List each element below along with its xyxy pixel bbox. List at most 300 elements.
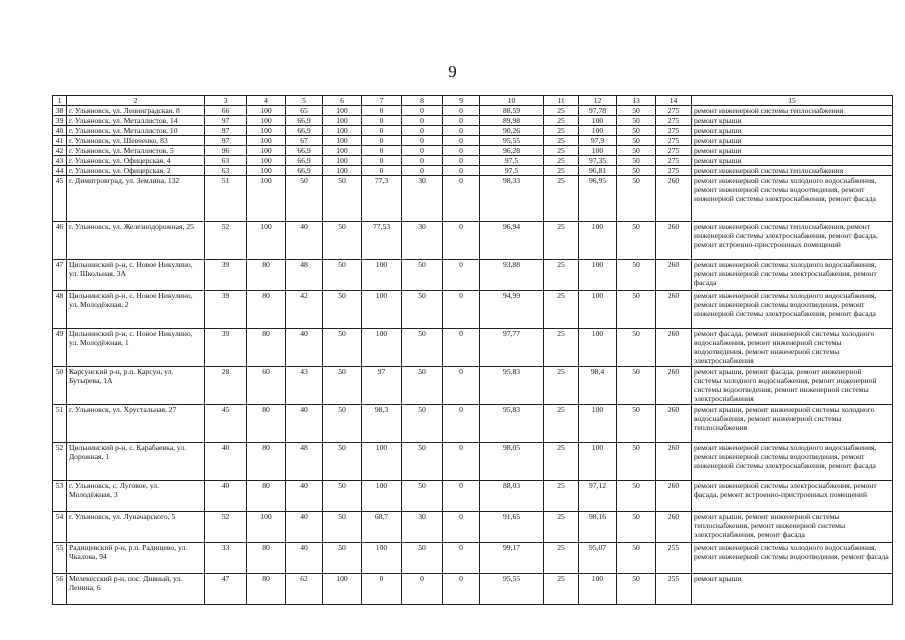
table-cell: 25	[544, 443, 579, 481]
table-cell: г. Ульяновск, с. Луговое, ул. Молодёжная, 3	[67, 481, 205, 512]
table-cell: ремонт инженерной системы холодного водоснабжения, ремонт инженерной системы водоотведения, ремонт фасада	[692, 543, 893, 574]
table-cell: 100	[247, 116, 286, 126]
table-cell: 80	[247, 543, 286, 574]
table-cell: 90,26	[480, 126, 544, 136]
table-cell: 0	[443, 574, 480, 605]
table-cell: 100	[579, 146, 617, 156]
table-cell: Радищевский р-н, р.п. Радищево, ул. Чкалова, 94	[67, 543, 205, 574]
table-cell: ремонт инженерной системы холодного водоснабжения, ремонт инженерной системы электроснабжения, ремонт фасада	[692, 260, 893, 291]
table-cell: 100	[362, 543, 402, 574]
table-cell: 40	[53, 126, 67, 136]
table-cell: 275	[656, 156, 692, 166]
table-cell: 50	[53, 367, 67, 405]
table-cell: 50	[323, 222, 362, 260]
column-header: 13	[617, 96, 656, 106]
table-cell: 50	[402, 405, 443, 443]
column-header: 14	[656, 96, 692, 106]
table-cell: 48	[286, 260, 323, 291]
column-header: 8	[402, 96, 443, 106]
table-cell: 25	[544, 543, 579, 574]
table-cell: 52	[205, 222, 247, 260]
table-row	[53, 443, 893, 481]
table-row	[53, 543, 893, 574]
table-cell: 50	[617, 106, 656, 116]
table-cell: 0	[402, 136, 443, 146]
table-cell: 96,95	[579, 176, 617, 222]
table-cell: 66	[205, 106, 247, 116]
table-cell: 53	[53, 481, 67, 512]
table-cell: г. Ульяновск, ул. Железнодорожная, 25	[67, 222, 205, 260]
table-cell: 50	[323, 443, 362, 481]
table-cell: 48	[286, 443, 323, 481]
table-cell: 45	[53, 176, 67, 222]
table-cell: 100	[579, 116, 617, 126]
table-cell: 50	[617, 126, 656, 136]
table-cell: г. Ульяновск, ул. Металлистов, 10	[67, 126, 205, 136]
table-cell: ремонт инженерной системы холодного водоснабжения, ремонт инженерной системы водоотведения, ремонт инженерной системы электроснабжения, ремонт фасада	[692, 176, 893, 222]
table-cell: 63	[205, 166, 247, 176]
table-cell: 0	[402, 116, 443, 126]
table-cell: 47	[53, 260, 67, 291]
table-cell: 50	[323, 291, 362, 329]
table-cell: 255	[656, 574, 692, 605]
table-cell: 50	[323, 260, 362, 291]
table-cell: 0	[443, 291, 480, 329]
table-cell: 39	[53, 116, 67, 126]
table-cell: 0	[443, 136, 480, 146]
table-cell: 100	[323, 106, 362, 116]
table-cell: 25	[544, 156, 579, 166]
table-cell: 275	[656, 106, 692, 116]
table-cell: 100	[362, 260, 402, 291]
table-cell: 56	[53, 574, 67, 605]
table-row	[53, 574, 893, 605]
table-cell: Карсунский р-н, р.п. Карсун, ул. Бутырева, 1А	[67, 367, 205, 405]
table-cell: 55	[53, 543, 67, 574]
table-cell: 50	[402, 543, 443, 574]
table-row	[53, 166, 893, 176]
table-row	[53, 176, 893, 222]
table-cell: 25	[544, 176, 579, 222]
table-cell: 60	[247, 367, 286, 405]
table-row	[53, 481, 893, 512]
column-header: 9	[443, 96, 480, 106]
table-cell: 30	[402, 176, 443, 222]
table-cell: ремонт инженерной системы холодного водоснабжения, ремонт инженерной системы водоотведения, ремонт инженерной системы электроснабжения, ремонт фасада	[692, 443, 893, 481]
table-cell: 100	[362, 329, 402, 367]
table-cell: 25	[544, 136, 579, 146]
table-cell: 39	[205, 329, 247, 367]
table-cell: 42	[286, 291, 323, 329]
table-cell: 25	[544, 260, 579, 291]
table-cell: ремонт крыши, ремонт инженерной системы теплоснабжения, ремонт инженерной системы электроснабжения, ремонт фасада	[692, 512, 893, 543]
table-cell: 0	[443, 156, 480, 166]
table-cell: 77,3	[362, 176, 402, 222]
table-cell: 50	[402, 367, 443, 405]
table-cell: 50	[617, 329, 656, 367]
table-cell: 95,07	[579, 543, 617, 574]
table-cell: 275	[656, 126, 692, 136]
table-cell: ремонт фасада, ремонт инженерной системы холодного водоснабжения, ремонт инженерной системы водоотведения, ремонт инженерной системы электроснабжения	[692, 329, 893, 367]
table-cell: 100	[247, 106, 286, 116]
table-cell: 40	[286, 329, 323, 367]
table-cell: 255	[656, 543, 692, 574]
table-cell: 0	[402, 146, 443, 156]
table-cell: 97	[362, 367, 402, 405]
table-cell: 100	[247, 146, 286, 156]
table-cell: 0	[443, 260, 480, 291]
table-cell: 39	[205, 291, 247, 329]
table-cell: 0	[362, 116, 402, 126]
table-header-row	[53, 96, 893, 106]
table-cell: 97,78	[579, 106, 617, 116]
table-cell: 67	[286, 136, 323, 146]
table-cell: 0	[443, 443, 480, 481]
table-cell: ремонт инженерной системы холодного водоснабжения, ремонт инженерной системы водоотведения, ремонт инженерной системы электроснабжения, ремонт фасада	[692, 291, 893, 329]
table-cell: 95,83	[480, 405, 544, 443]
table-cell: 68,7	[362, 512, 402, 543]
table-cell: 50	[617, 222, 656, 260]
table-cell: 38	[53, 106, 67, 116]
table-cell: 97,9	[579, 136, 617, 146]
table-cell: 100	[579, 126, 617, 136]
table-cell: 260	[656, 222, 692, 260]
table-cell: г. Ульяновск, ул. Офицерская, 2	[67, 166, 205, 176]
table-cell: 43	[286, 367, 323, 405]
table-cell: 50	[617, 260, 656, 291]
table-cell: 0	[443, 367, 480, 405]
table-cell: 66,9	[286, 166, 323, 176]
table-cell: 100	[323, 116, 362, 126]
table-cell: 95,55	[480, 574, 544, 605]
table-cell: 50	[402, 329, 443, 367]
table-cell: 0	[443, 116, 480, 126]
table-cell: 260	[656, 176, 692, 222]
table-cell: 260	[656, 512, 692, 543]
table-cell: 50	[402, 443, 443, 481]
table-cell: 50	[323, 481, 362, 512]
table-cell: 80	[247, 291, 286, 329]
table-cell: 260	[656, 481, 692, 512]
table-cell: 40	[286, 543, 323, 574]
column-header: 6	[323, 96, 362, 106]
table-cell: 98,4	[579, 367, 617, 405]
table-cell: 97,5	[480, 166, 544, 176]
table-cell: Цильнинский р-н, с. Новое Никулино, ул. Школьная, 3А	[67, 260, 205, 291]
table-cell: 28	[205, 367, 247, 405]
table-cell: 0	[362, 156, 402, 166]
table-cell: 66,9	[286, 156, 323, 166]
table-cell: 50	[617, 481, 656, 512]
table-cell: г. Димитровград, ул. Землина, 132	[67, 176, 205, 222]
table-cell: 63	[205, 156, 247, 166]
table-cell: 40	[286, 222, 323, 260]
table-cell: Цильнинский р-н, с. Новое Никулино, ул. Молодёжная, 1	[67, 329, 205, 367]
table-cell: 0	[443, 106, 480, 116]
table-row	[53, 116, 893, 126]
table-cell: 25	[544, 146, 579, 156]
table-cell: 51	[53, 405, 67, 443]
table-cell: г. Ульяновск, ул. Офицерская, 4	[67, 156, 205, 166]
table-cell: 50	[617, 443, 656, 481]
table-cell: 100	[579, 260, 617, 291]
table-cell: 50	[617, 146, 656, 156]
table-cell: Мелекесский р-н, пос. Дивный, ул. Ленина, 6	[67, 574, 205, 605]
table-cell: 50	[323, 512, 362, 543]
table-cell: 97	[205, 126, 247, 136]
table-cell: 48	[53, 291, 67, 329]
table-row	[53, 405, 893, 443]
table-cell: 100	[362, 443, 402, 481]
table-cell: 52	[205, 512, 247, 543]
table-cell: 95,55	[480, 136, 544, 146]
table-cell: 41	[53, 136, 67, 146]
table-cell: 25	[544, 106, 579, 116]
table-cell: 50	[402, 260, 443, 291]
table-cell: 97	[205, 136, 247, 146]
table-cell: 100	[323, 156, 362, 166]
table-cell: 40	[205, 443, 247, 481]
table-cell: 260	[656, 405, 692, 443]
table-cell: 0	[402, 166, 443, 176]
table-cell: 50	[323, 543, 362, 574]
table-row	[53, 291, 893, 329]
table-cell: 0	[443, 543, 480, 574]
column-header: 7	[362, 96, 402, 106]
table-cell: 0	[402, 106, 443, 116]
table-cell: 25	[544, 222, 579, 260]
table-row	[53, 126, 893, 136]
table-cell: 49	[53, 329, 67, 367]
table-cell: 25	[544, 116, 579, 126]
table-cell: 42	[53, 146, 67, 156]
column-header: 1	[53, 96, 67, 106]
table-cell: 0	[443, 329, 480, 367]
table-cell: 97,12	[579, 481, 617, 512]
table-cell: 50	[617, 543, 656, 574]
table-cell: 0	[362, 126, 402, 136]
table-cell: ремонт крыши	[692, 116, 893, 126]
table-cell: 100	[247, 126, 286, 136]
table-cell: 100	[362, 481, 402, 512]
table-cell: 100	[323, 574, 362, 605]
table-cell: 50	[402, 481, 443, 512]
table-cell: ремонт крыши	[692, 146, 893, 156]
table-cell: 0	[443, 176, 480, 222]
table-cell: ремонт инженерной системы электроснабжения, ремонт фасада, ремонт встроенно-пристроенных помещений	[692, 481, 893, 512]
table-cell: ремонт крыши	[692, 126, 893, 136]
table-cell: 96,94	[480, 222, 544, 260]
column-header: 15	[692, 96, 893, 106]
table-cell: 96	[205, 146, 247, 156]
table-cell: 50	[402, 291, 443, 329]
table-cell: 45	[205, 405, 247, 443]
table-cell: 89,98	[480, 116, 544, 126]
table-cell: 100	[247, 512, 286, 543]
table-cell: 80	[247, 443, 286, 481]
table-cell: 40	[205, 481, 247, 512]
table-cell: 0	[402, 156, 443, 166]
table-cell: 50	[617, 116, 656, 126]
table-cell: 0	[443, 146, 480, 156]
table-cell: ремонт крыши, ремонт фасада, ремонт инженерной системы холодного водоснабжения, ремонт инженерной системы водоотведения, ремонт инженерной системы электроснабжения	[692, 367, 893, 405]
table-cell: 50	[617, 291, 656, 329]
table-cell: 99,17	[480, 543, 544, 574]
table-cell: 97	[205, 116, 247, 126]
table-cell: 50	[323, 329, 362, 367]
table-row	[53, 260, 893, 291]
table-cell: ремонт инженерной системы теплоснабжения, ремонт инженерной системы электроснабжения, ремонт фасада, ремонт встроенно-пристроенных помещений	[692, 222, 893, 260]
table-cell: 50	[286, 176, 323, 222]
table-row	[53, 367, 893, 405]
table-cell: г. Ульяновск, ул. Ленинградская, 8	[67, 106, 205, 116]
table-cell: 100	[323, 146, 362, 156]
table-cell: 80	[247, 329, 286, 367]
table-cell: 25	[544, 291, 579, 329]
table-cell: 100	[247, 156, 286, 166]
table-cell: 100	[362, 291, 402, 329]
table-cell: 54	[53, 512, 67, 543]
table-cell: 30	[402, 222, 443, 260]
table-cell: 100	[579, 222, 617, 260]
table-cell: 97,5	[480, 156, 544, 166]
table-row	[53, 156, 893, 166]
table-cell: 260	[656, 443, 692, 481]
table-cell: 0	[443, 405, 480, 443]
table-cell: 98,33	[480, 176, 544, 222]
table-cell: 0	[443, 222, 480, 260]
column-header: 10	[480, 96, 544, 106]
table-cell: 66,9	[286, 146, 323, 156]
column-header: 11	[544, 96, 579, 106]
table-row	[53, 146, 893, 156]
table-cell: 0	[362, 106, 402, 116]
table-cell: 260	[656, 329, 692, 367]
table-cell: 65	[286, 106, 323, 116]
table-cell: 50	[617, 367, 656, 405]
table-cell: 25	[544, 367, 579, 405]
table-cell: 80	[247, 481, 286, 512]
table-cell: 100	[247, 166, 286, 176]
table-cell: 100	[323, 136, 362, 146]
table-cell: 44	[53, 166, 67, 176]
table-cell: 98,16	[579, 512, 617, 543]
column-header: 2	[67, 96, 205, 106]
table-cell: ремонт инженерной системы теплоснабжения	[692, 166, 893, 176]
table-cell: г. Ульяновск, ул. Луначарского, 5	[67, 512, 205, 543]
table-cell: 88,03	[480, 481, 544, 512]
table-cell: 0	[402, 574, 443, 605]
table-cell: 100	[247, 176, 286, 222]
table-cell: 62	[286, 574, 323, 605]
table-cell: 96,81	[579, 166, 617, 176]
table-cell: 50	[617, 405, 656, 443]
table-cell: 100	[323, 126, 362, 136]
table-cell: 30	[402, 512, 443, 543]
table-cell: ремонт крыши	[692, 136, 893, 146]
table-cell: 0	[443, 126, 480, 136]
table-cell: 100	[579, 574, 617, 605]
table-cell: 40	[286, 512, 323, 543]
table-cell: 260	[656, 367, 692, 405]
table-cell: 25	[544, 574, 579, 605]
table-cell: 66,9	[286, 116, 323, 126]
table-cell: 50	[617, 512, 656, 543]
table-cell: 93,88	[480, 260, 544, 291]
table-cell: 80	[247, 405, 286, 443]
column-header: 5	[286, 96, 323, 106]
table-cell: 40	[286, 481, 323, 512]
column-header: 4	[247, 96, 286, 106]
table-cell: 100	[323, 166, 362, 176]
table-cell: 260	[656, 291, 692, 329]
table-row	[53, 512, 893, 543]
table-cell: Цильнинский р-н, с. Карабаевка, ул. Дорожная, 1	[67, 443, 205, 481]
table-cell: 91,65	[480, 512, 544, 543]
table-cell: 100	[579, 443, 617, 481]
table-cell: 0	[443, 512, 480, 543]
table-cell: г. Ульяновск, ул. Шевченко, 83	[67, 136, 205, 146]
table-cell: 25	[544, 405, 579, 443]
table-cell: ремонт инженерной системы теплоснабжения	[692, 106, 893, 116]
table-cell: 52	[53, 443, 67, 481]
table-cell: 95,83	[480, 367, 544, 405]
table-cell: 100	[247, 222, 286, 260]
table-cell: 98,05	[480, 443, 544, 481]
table-cell: 0	[443, 481, 480, 512]
table-cell: г. Ульяновск, ул. Металлистов, 5	[67, 146, 205, 156]
table-cell: 275	[656, 116, 692, 126]
table-cell: 0	[362, 146, 402, 156]
table-cell: 50	[617, 166, 656, 176]
table-cell: 50	[617, 136, 656, 146]
table-cell: г. Ульяновск, ул. Металлистов, 14	[67, 116, 205, 126]
page-number: 9	[448, 62, 457, 81]
table-cell: 97,77	[480, 329, 544, 367]
table-cell: 50	[323, 367, 362, 405]
table-cell: 0	[362, 574, 402, 605]
table-cell: 25	[544, 329, 579, 367]
table-cell: 25	[544, 481, 579, 512]
table-cell: 50	[323, 405, 362, 443]
table-cell: 50	[617, 176, 656, 222]
table-cell: 40	[286, 405, 323, 443]
table-cell: ремонт крыши, ремонт инженерной системы холодного водоснабжения, ремонт инженерной системы теплоснабжения	[692, 405, 893, 443]
table-cell: 43	[53, 156, 67, 166]
table-cell: 100	[247, 136, 286, 146]
table-cell: 80	[247, 574, 286, 605]
table-cell: 0	[362, 166, 402, 176]
table-cell: 0	[443, 166, 480, 176]
data-table	[52, 95, 893, 605]
table-cell: 260	[656, 260, 692, 291]
table-cell: 50	[323, 176, 362, 222]
table-row	[53, 136, 893, 146]
table-row	[53, 106, 893, 116]
column-header: 3	[205, 96, 247, 106]
table-cell: 50	[617, 156, 656, 166]
table-cell: 25	[544, 166, 579, 176]
column-header: 12	[579, 96, 617, 106]
table-cell: 275	[656, 136, 692, 146]
table-cell: 94,99	[480, 291, 544, 329]
table-cell: 47	[205, 574, 247, 605]
table-cell: 25	[544, 512, 579, 543]
table-row	[53, 329, 893, 367]
table-cell: 25	[544, 126, 579, 136]
table-cell: 97,35	[579, 156, 617, 166]
table-cell: 51	[205, 176, 247, 222]
